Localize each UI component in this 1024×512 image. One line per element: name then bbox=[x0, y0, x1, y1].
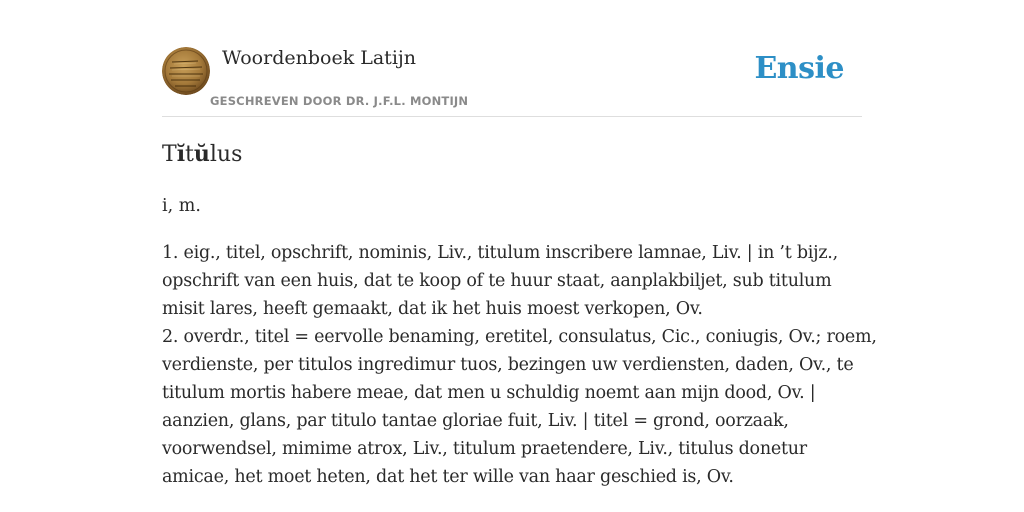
dictionary-title[interactable]: Woordenboek Latijn bbox=[222, 47, 417, 69]
definition-line: 2. overdr., titel = eervolle benaming, eretitel, consulatus, Cic., coniugis, Ov.; roem, bbox=[162, 327, 877, 347]
headword-part-accented: ŭ bbox=[193, 141, 210, 167]
page bbox=[162, 0, 877, 512]
header bbox=[162, 0, 862, 117]
seal-icon[interactable] bbox=[162, 47, 210, 95]
definition-line: voorwendsel, mimime atrox, Liv., titulum praetendere, Liv., titulus donetur bbox=[162, 439, 807, 459]
headword-part-accented: ĭ bbox=[176, 141, 186, 167]
headword bbox=[162, 140, 242, 169]
author-credit: GESCHREVEN DOOR DR. J.F.L. MONTIJN bbox=[210, 94, 469, 108]
definition-line: verdienste, per titulos ingredimur tuos, bezingen uw verdiensten, daden, Ov., te bbox=[162, 355, 854, 375]
definition-line: titulum mortis habere meae, dat men u schuldig noemt aan mijn dood, Ov. | bbox=[162, 383, 816, 403]
definition-line: 1. eig., titel, opschrift, nominis, Liv., titulum inscribere lamnae, Liv. | in ’t bijz., bbox=[162, 243, 838, 263]
definition-line: amicae, het moet heten, dat het ter wille van haar geschied is, Ov. bbox=[162, 467, 734, 487]
definition-text bbox=[162, 239, 877, 491]
definition-line: misit lares, heeft gemaakt, dat ik het huis moest verkopen, Ov. bbox=[162, 299, 703, 319]
grammar-info: i, m. bbox=[162, 196, 201, 216]
definition-line: opschrift van een huis, dat te koop of te huur staat, aanplakbiljet, sub titulum bbox=[162, 271, 832, 291]
headword-part: t bbox=[185, 142, 194, 167]
headword-part: T bbox=[162, 142, 177, 167]
brand-logo[interactable]: Ensie bbox=[754, 51, 844, 86]
headword-part: lus bbox=[209, 142, 243, 167]
definition-line: aanzien, glans, par titulo tantae gloriae fuit, Liv. | titel = grond, oorzaak, bbox=[162, 411, 789, 431]
